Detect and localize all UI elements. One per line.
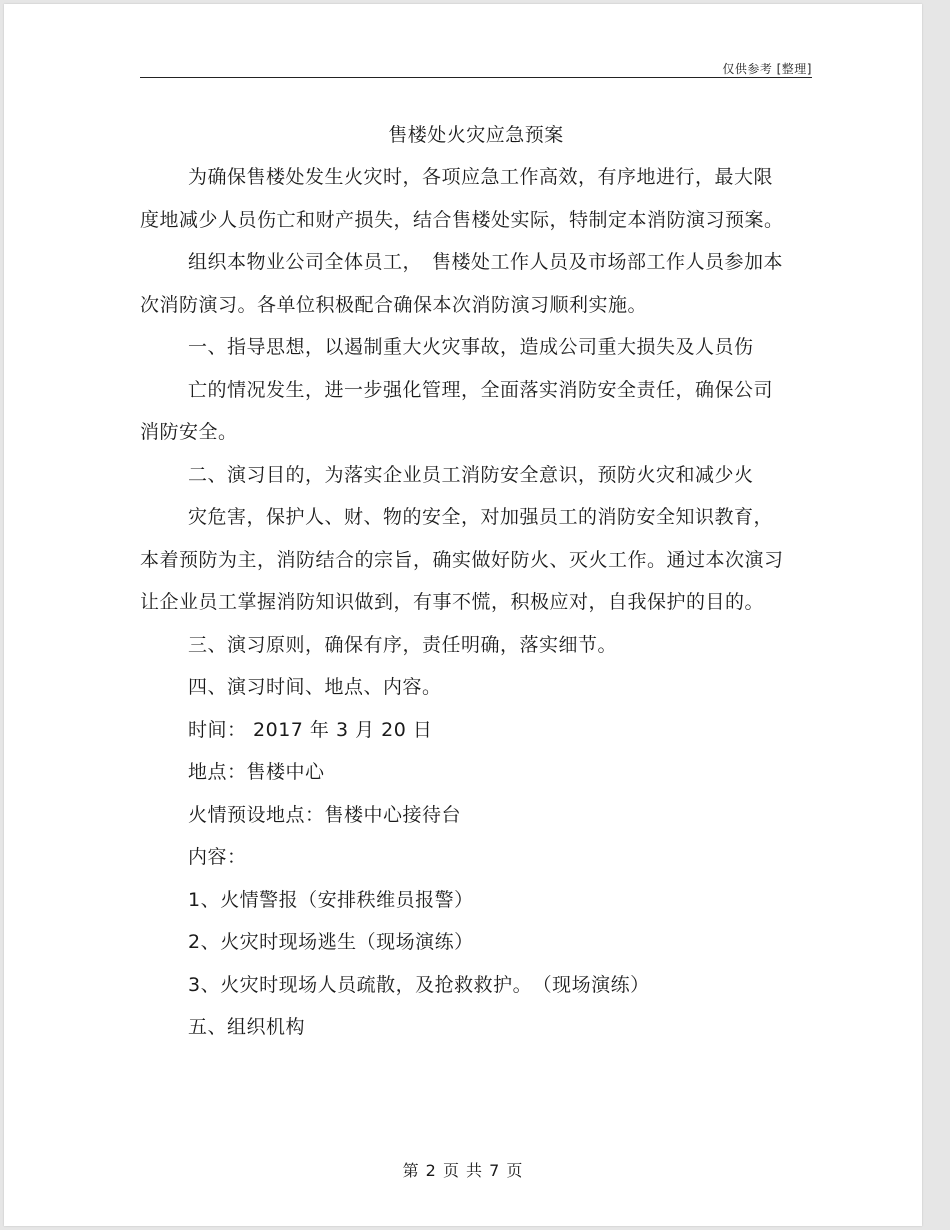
paragraph-objective-2: 灾危害，保护人、财、物的安全，对加强员工的消防安全知识教育，本着预防为主，消防结合的宗旨，确实做好防火、灭火工作。通过本次演习让企业员工掌握消防知识做到，有事不慌，积极应对，自我保护的目的。 xyxy=(140,506,784,613)
schedule-time: 时间： 2017 年 3 月 20 日 xyxy=(188,718,433,741)
document-title: 售楼处火灾应急预案 xyxy=(388,124,564,146)
document-body xyxy=(140,156,790,1049)
content-item-2: 2、火灾时现场逃生（现场演练） xyxy=(188,931,474,953)
paragraph-objective-1: 二、演习目的，为落实企业员工消防安全意识，预防火灾和减少火 xyxy=(188,463,754,486)
section-organization-heading: 五、组织机构 xyxy=(188,1016,306,1038)
paragraph-participants: 组织本物业公司全体员工， 售楼处工作人员及市场部工作人员参加本次消防演习。各单位积极配合确保本次消防演习顺利实施。 xyxy=(140,251,784,316)
content-item-1: 1、火情警报（安排秩维员报警） xyxy=(188,888,474,911)
content-item-3: 3、火灾时现场人员疏散，及抢救救护。 （现场演练） xyxy=(188,973,650,996)
document-page xyxy=(4,4,922,1226)
header-note: 仅供参考 [整理] xyxy=(722,62,812,76)
page-number: 第 2 页 共 7 页 xyxy=(402,1161,524,1180)
paragraph-guiding-1: 一、指导思想，以遏制重大火灾事故，造成公司重大损失及人员伤 xyxy=(188,336,754,358)
schedule-location: 地点：售楼中心 xyxy=(188,761,325,783)
schedule-fire-location: 火情预设地点：售楼中心接待台 xyxy=(188,803,462,826)
paragraph-principles: 三、演习原则，确保有序，责任明确，落实细节。 xyxy=(188,633,618,656)
paragraph-guiding-2: 亡的情况发生，进一步强化管理，全面落实消防安全责任，确保公司消防安全。 xyxy=(140,378,774,443)
section-schedule-heading: 四、演习时间、地点、内容。 xyxy=(188,676,442,698)
schedule-content-label: 内容： xyxy=(188,846,247,868)
header-divider xyxy=(140,77,812,78)
paragraph-purpose: 为确保售楼处发生火灾时，各项应急工作高效，有序地进行，最大限度地减少人员伤亡和财产损失，结合售楼处实际，特制定本消防演习预案。 xyxy=(140,166,784,231)
